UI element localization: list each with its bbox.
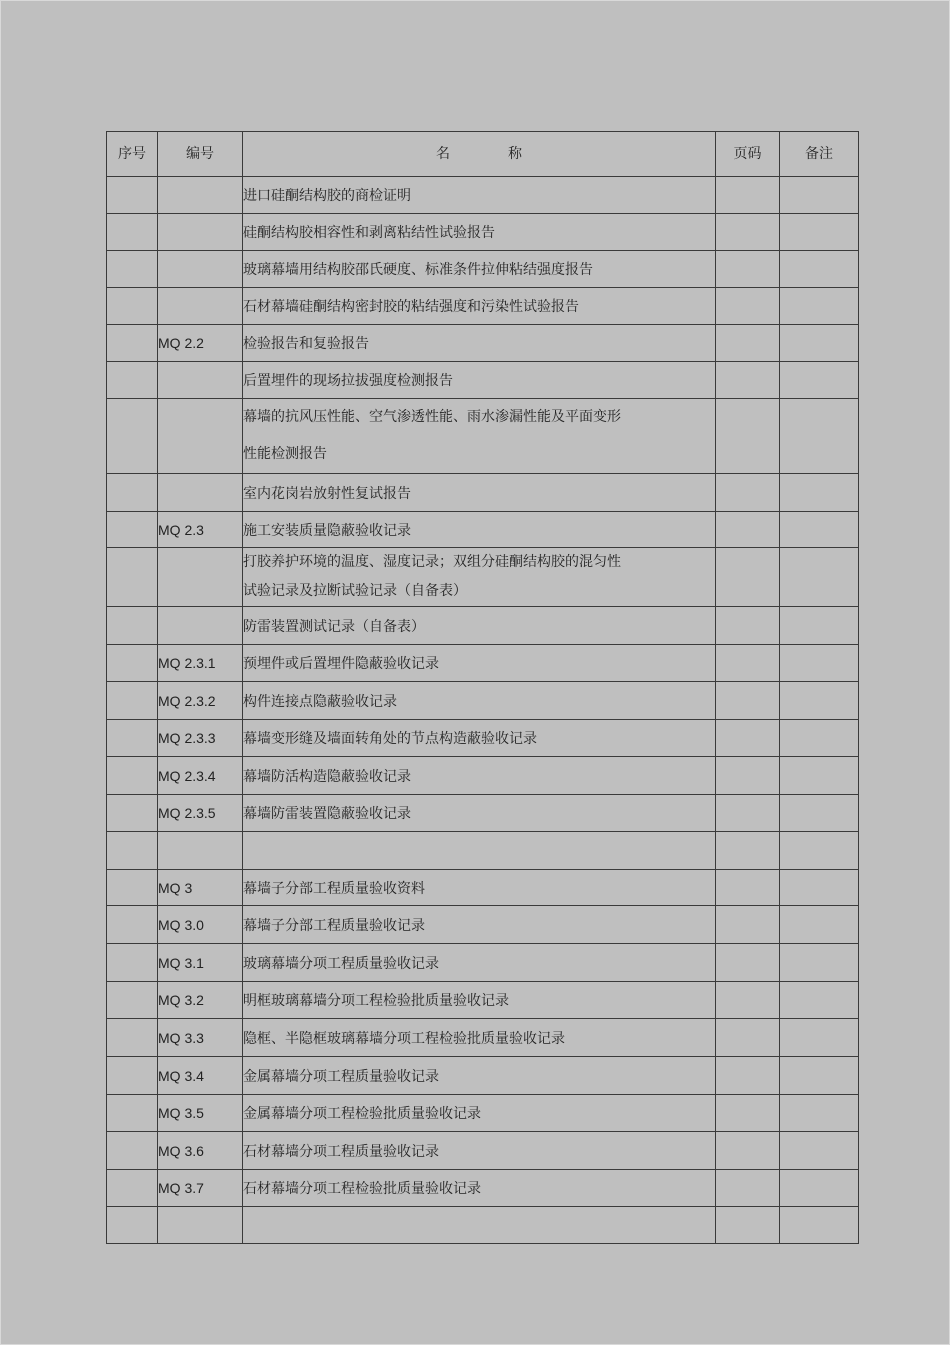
seq-cell [107, 548, 158, 607]
code-cell: MQ 3.3 [158, 1019, 243, 1057]
name-cell: 室内花岗岩放射性复试报告 [243, 474, 716, 512]
code-cell: MQ 2.3.5 [158, 795, 243, 832]
name-cell: 幕墙子分部工程质量验收记录 [243, 906, 716, 944]
page-cell [716, 1019, 780, 1057]
seq-cell [107, 288, 158, 325]
name-cell: 施工安装质量隐蔽验收记录 [243, 512, 716, 548]
code-cell: MQ 3.4 [158, 1057, 243, 1095]
code-cell: MQ 3.2 [158, 982, 243, 1019]
code-cell [158, 607, 243, 645]
page-cell [716, 214, 780, 251]
page-cell [716, 1057, 780, 1095]
seq-cell [107, 399, 158, 474]
note-cell [780, 1019, 859, 1057]
seq-cell [107, 832, 158, 870]
code-cell [158, 288, 243, 325]
seq-cell [107, 720, 158, 757]
code-cell: MQ 2.3.4 [158, 757, 243, 795]
code-cell [158, 1207, 243, 1244]
table-row [107, 177, 859, 214]
name-cell: 玻璃幕墙分项工程质量验收记录 [243, 944, 716, 982]
note-cell [780, 474, 859, 512]
page-cell [716, 362, 780, 399]
page-cell [716, 325, 780, 362]
note-cell [780, 288, 859, 325]
name-cell [243, 832, 716, 870]
name-cell [243, 1207, 716, 1244]
name-line: 打胶养护环境的温度、湿度记录；双组分硅酮结构胶的混匀性 [243, 554, 621, 570]
code-cell [158, 399, 243, 474]
document-index-table [106, 131, 859, 1244]
page-cell [716, 720, 780, 757]
name-cell: 后置埋件的现场拉拔强度检测报告 [243, 362, 716, 399]
note-cell [780, 607, 859, 645]
page-cell [716, 548, 780, 607]
seq-cell [107, 512, 158, 548]
note-cell [780, 645, 859, 682]
note-cell [780, 362, 859, 399]
name-cell: 幕墙防活构造隐蔽验收记录 [243, 757, 716, 795]
table-body [107, 177, 859, 1244]
seq-cell [107, 1057, 158, 1095]
header-name-part1: 名 [436, 146, 450, 162]
note-cell [780, 757, 859, 795]
header-page: 页码 [716, 132, 780, 177]
note-cell [780, 1207, 859, 1244]
code-cell: MQ 2.3.2 [158, 682, 243, 720]
note-cell [780, 682, 859, 720]
table-row [107, 548, 859, 607]
table-row [107, 944, 859, 982]
table-row [107, 757, 859, 795]
page-cell [716, 474, 780, 512]
note-cell [780, 832, 859, 870]
table-row [107, 512, 859, 548]
table-row [107, 906, 859, 944]
note-cell [780, 982, 859, 1019]
note-cell [780, 944, 859, 982]
note-cell [780, 214, 859, 251]
name-cell: 石材幕墙分项工程检验批质量验收记录 [243, 1170, 716, 1207]
table-row [107, 1207, 859, 1244]
table-row [107, 1057, 859, 1095]
page-cell [716, 251, 780, 288]
seq-cell [107, 362, 158, 399]
name-cell: 玻璃幕墙用结构胶邵氏硬度、标准条件拉伸粘结强度报告 [243, 251, 716, 288]
header-name-part2: 称 [508, 146, 522, 162]
name-cell: 金属幕墙分项工程检验批质量验收记录 [243, 1095, 716, 1132]
name-cell: 检验报告和复验报告 [243, 325, 716, 362]
seq-cell [107, 682, 158, 720]
code-cell [158, 832, 243, 870]
table-row [107, 870, 859, 906]
table-row [107, 288, 859, 325]
name-line: 幕墙的抗风压性能、空气渗透性能、雨水渗漏性能及平面变形 [243, 409, 621, 425]
name-cell: 金属幕墙分项工程质量验收记录 [243, 1057, 716, 1095]
table-row [107, 474, 859, 512]
page-cell [716, 512, 780, 548]
table-row [107, 795, 859, 832]
page-cell [716, 757, 780, 795]
page-cell [716, 288, 780, 325]
table-row [107, 645, 859, 682]
seq-cell [107, 757, 158, 795]
seq-cell [107, 1019, 158, 1057]
table-row [107, 832, 859, 870]
name-cell: 预埋件或后置埋件隐蔽验收记录 [243, 645, 716, 682]
table-row [107, 1132, 859, 1170]
name-cell: 石材幕墙分项工程质量验收记录 [243, 1132, 716, 1170]
page-cell [716, 870, 780, 906]
table-row [107, 399, 859, 474]
code-cell [158, 548, 243, 607]
table-row [107, 251, 859, 288]
seq-cell [107, 474, 158, 512]
name-cell: 隐框、半隐框玻璃幕墙分项工程检验批质量验收记录 [243, 1019, 716, 1057]
page-cell [716, 944, 780, 982]
code-cell: MQ 3.0 [158, 906, 243, 944]
page-cell [716, 645, 780, 682]
seq-cell [107, 1170, 158, 1207]
seq-cell [107, 251, 158, 288]
note-cell [780, 906, 859, 944]
page-cell [716, 607, 780, 645]
code-cell [158, 251, 243, 288]
table-row [107, 720, 859, 757]
note-cell [780, 1170, 859, 1207]
page-cell [716, 1095, 780, 1132]
note-cell [780, 512, 859, 548]
name-line: 性能检测报告 [243, 446, 327, 462]
code-cell [158, 214, 243, 251]
table-row [107, 1019, 859, 1057]
page-cell [716, 1170, 780, 1207]
note-cell [780, 177, 859, 214]
table-row [107, 362, 859, 399]
page-cell [716, 832, 780, 870]
note-cell [780, 1132, 859, 1170]
seq-cell [107, 607, 158, 645]
page-cell [716, 1207, 780, 1244]
code-cell: MQ 3.5 [158, 1095, 243, 1132]
name-line: 试验记录及拉断试验记录（自备表） [243, 583, 467, 599]
name-cell [243, 399, 716, 474]
name-cell: 幕墙防雷装置隐蔽验收记录 [243, 795, 716, 832]
code-cell: MQ 2.2 [158, 325, 243, 362]
table-header-row [107, 132, 859, 177]
code-cell: MQ 2.3 [158, 512, 243, 548]
code-cell [158, 474, 243, 512]
code-cell [158, 177, 243, 214]
table-row [107, 682, 859, 720]
name-cell: 幕墙变形缝及墙面转角处的节点构造蔽验收记录 [243, 720, 716, 757]
name-cell: 构件连接点隐蔽验收记录 [243, 682, 716, 720]
table-row [107, 1170, 859, 1207]
name-cell: 石材幕墙硅酮结构密封胶的粘结强度和污染性试验报告 [243, 288, 716, 325]
seq-cell [107, 944, 158, 982]
name-cell: 硅酮结构胶相容性和剥离粘结性试验报告 [243, 214, 716, 251]
seq-cell [107, 1207, 158, 1244]
page-cell [716, 795, 780, 832]
note-cell [780, 1057, 859, 1095]
note-cell [780, 870, 859, 906]
header-name [243, 132, 716, 177]
header-note: 备注 [780, 132, 859, 177]
code-cell: MQ 2.3.3 [158, 720, 243, 757]
table-row [107, 325, 859, 362]
page-cell [716, 399, 780, 474]
table-row [107, 607, 859, 645]
table-row [107, 214, 859, 251]
header-seq: 序号 [107, 132, 158, 177]
seq-cell [107, 1132, 158, 1170]
name-cell [243, 548, 716, 607]
seq-cell [107, 906, 158, 944]
page-cell [716, 1132, 780, 1170]
code-cell: MQ 2.3.1 [158, 645, 243, 682]
seq-cell [107, 214, 158, 251]
note-cell [780, 795, 859, 832]
table-row [107, 1095, 859, 1132]
name-cell: 防雷装置测试记录（自备表） [243, 607, 716, 645]
seq-cell [107, 177, 158, 214]
page-cell [716, 906, 780, 944]
code-cell: MQ 3 [158, 870, 243, 906]
seq-cell [107, 325, 158, 362]
seq-cell [107, 795, 158, 832]
seq-cell [107, 1095, 158, 1132]
name-cell: 幕墙子分部工程质量验收资料 [243, 870, 716, 906]
note-cell [780, 1095, 859, 1132]
note-cell [780, 399, 859, 474]
page-cell [716, 682, 780, 720]
code-cell: MQ 3.1 [158, 944, 243, 982]
name-cell: 进口硅酮结构胶的商检证明 [243, 177, 716, 214]
seq-cell [107, 982, 158, 1019]
header-code: 编号 [158, 132, 243, 177]
page-cell [716, 982, 780, 1019]
page-cell [716, 177, 780, 214]
note-cell [780, 251, 859, 288]
code-cell [158, 362, 243, 399]
name-cell: 明框玻璃幕墙分项工程检验批质量验收记录 [243, 982, 716, 1019]
code-cell: MQ 3.7 [158, 1170, 243, 1207]
seq-cell [107, 645, 158, 682]
table-row [107, 982, 859, 1019]
code-cell: MQ 3.6 [158, 1132, 243, 1170]
note-cell [780, 325, 859, 362]
seq-cell [107, 870, 158, 906]
note-cell [780, 720, 859, 757]
note-cell [780, 548, 859, 607]
